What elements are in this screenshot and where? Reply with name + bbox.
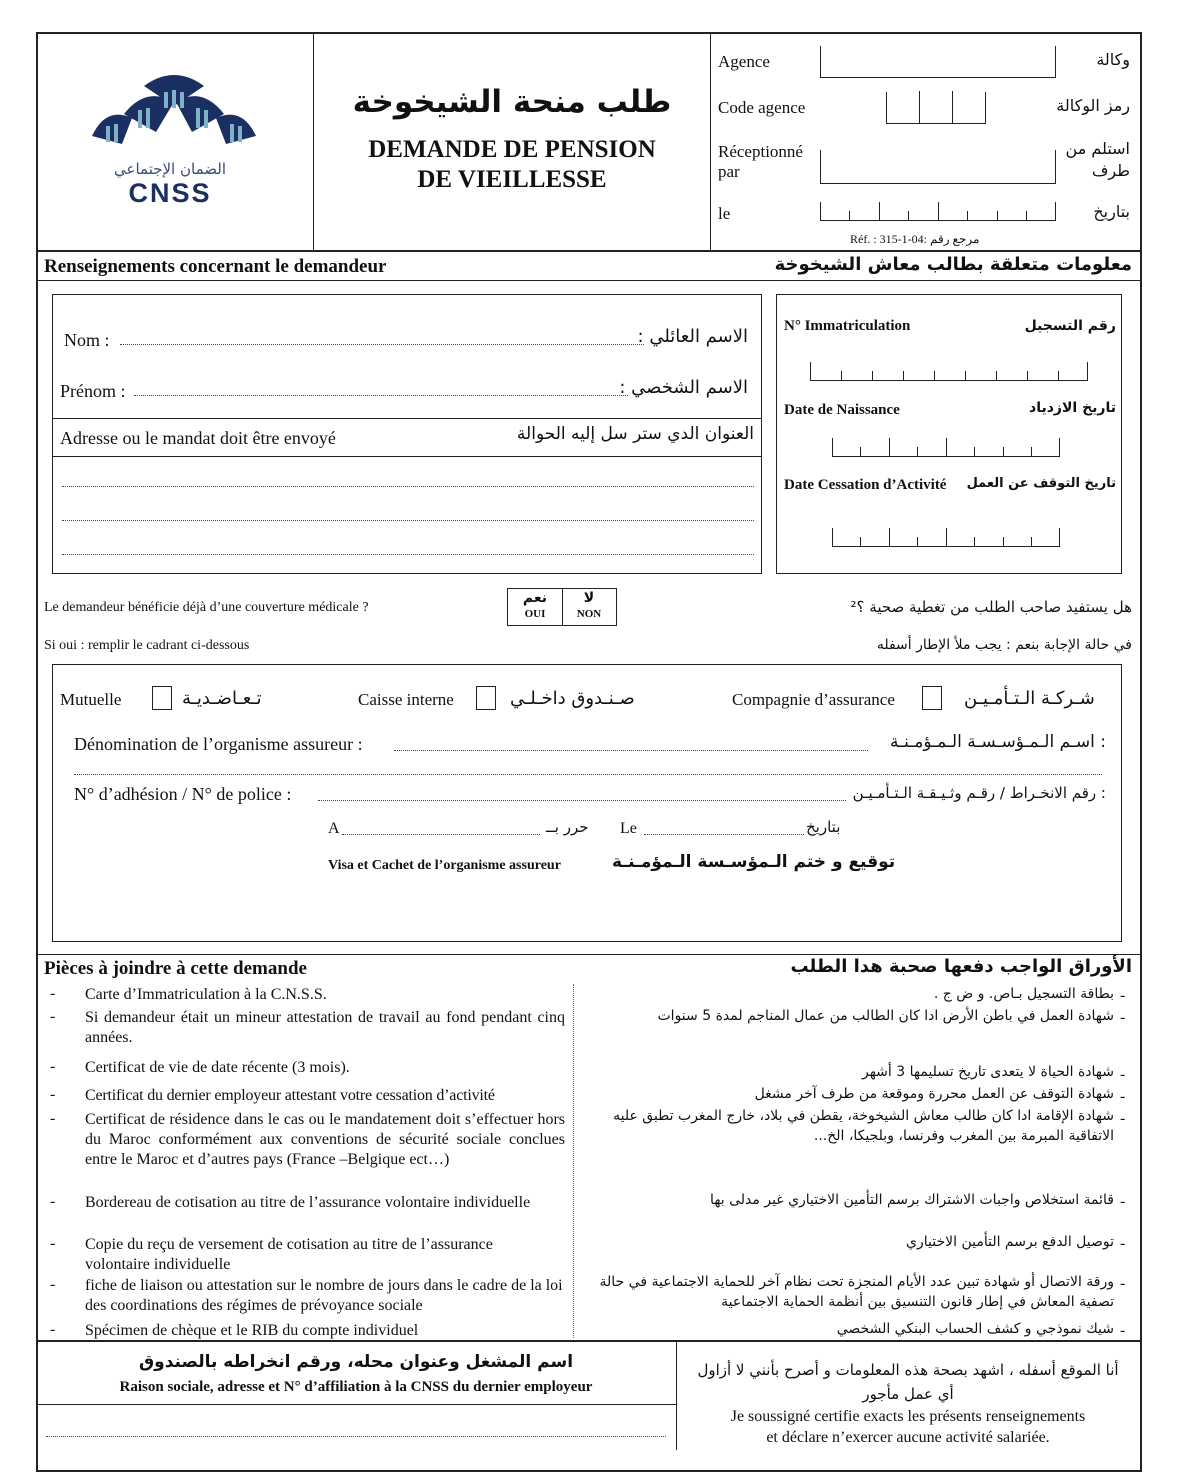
list-bullet: -: [1120, 1193, 1126, 1210]
date-label: le: [718, 204, 731, 223]
date-sign-label: Le: [620, 820, 637, 837]
piece-fr-9: Spécimen de chèque et le RIB du compte individuel: [85, 1322, 419, 1339]
immatriculation-label: N° Immatriculation: [784, 318, 911, 334]
receptionne-label-ar: [1066, 138, 1130, 182]
section1-title-underline: [36, 280, 1142, 281]
receptionne-ar-line-2: طرف: [1091, 161, 1130, 180]
immatriculation-label-ar: رقم التسجيل: [1024, 318, 1116, 334]
list-bullet: -: [1120, 1322, 1126, 1339]
compagnie-checkbox[interactable]: [922, 686, 942, 710]
list-bullet: -: [50, 1008, 56, 1025]
si-oui-note-ar: في حالة الإجابة بنعم : يجب ملأ الإطار أسفله: [876, 637, 1132, 653]
lieu-label: A: [328, 820, 340, 837]
adresse-label: Adresse ou le mandat doit être envoyé: [60, 428, 336, 448]
immatriculation-field[interactable]: [810, 362, 1088, 381]
denomination-field[interactable]: [394, 750, 868, 751]
logo-text: CNSS: [128, 178, 212, 208]
footer-column-divider: [676, 1342, 677, 1450]
piece-fr-8: fiche de liaison ou attestation sur le nombre de jours dans le cadre de la loi des coordinations des régimes de prévoyance sociale: [85, 1277, 563, 1314]
adhesion-field[interactable]: [318, 800, 846, 801]
cnss-logo: [84, 66, 264, 216]
piece-ar-6: قائمة استخلاص واجبات الاشتراك برسم التأمين الاختياري غير مدلى بها: [710, 1192, 1114, 1208]
mutuelle-label: Mutuelle: [60, 690, 122, 709]
section1-title: Renseignements concernant le demandeur: [44, 256, 387, 277]
prenom-field[interactable]: [134, 395, 628, 396]
piece-ar-4: شهادة التوقف عن العمل محررة وموقعة من طرف آخر مشغل: [754, 1086, 1114, 1102]
receptionne-label: [718, 142, 803, 182]
nom-field[interactable]: [120, 344, 644, 345]
caisse-label-ar: صـنـدوق داخـلـي: [510, 688, 635, 709]
cessation-label-ar: تاريخ التوقف عن العمل: [966, 476, 1116, 491]
declaration-fr: [684, 1406, 1132, 1448]
declaration-ar: [684, 1358, 1132, 1406]
piece-fr-3: Certificat de vie de date récente (3 mois).: [85, 1059, 350, 1076]
oui-label: OUI: [524, 608, 546, 620]
list-bullet: -: [50, 1058, 56, 1075]
pieces-title-ar: الأوراق الواجب دفعها صحبة هدا الطلب: [790, 956, 1132, 977]
section1-title-ar: معلومات متعلقة بطالب معاش الشيخوخة: [774, 254, 1132, 275]
applicant-divider-1: [52, 418, 762, 419]
code-agence-field[interactable]: [886, 92, 986, 124]
piece-fr-1: Carte d’Immatriculation à la C.N.S.S.: [85, 986, 327, 1003]
adhesion-label-ar: : رقم الانخـراط / رقـم وثـيـقـة الـتـأمـيـن: [852, 784, 1106, 802]
list-bullet: -: [50, 1276, 56, 1293]
declaration-ar-line-2: أي عمل مأجور: [862, 1385, 954, 1403]
mutuelle-label-ar: تـعـاضـديـة: [182, 688, 262, 709]
employer-title: Raison sociale, adresse et N° d’affiliation à la CNSS du dernier employeur: [119, 1379, 593, 1395]
visa-label: Visa et Cachet de l’organisme assureur: [328, 858, 561, 873]
non-label: NON: [576, 608, 602, 620]
lieu-label-ar: حرر بــ: [546, 818, 589, 836]
piece-ar-9: شيك نموذجي و كشف الحساب البنكي الشخصي: [836, 1321, 1114, 1337]
list-bullet: -: [50, 1235, 56, 1252]
oui-label-ar: نعم: [522, 590, 548, 606]
oui-option[interactable]: [508, 589, 562, 621]
reception-date-field[interactable]: [820, 202, 1056, 221]
list-bullet: -: [50, 985, 56, 1002]
receptionne-line-1: Réceptionné: [718, 142, 803, 161]
form-reference: Réf. : 315-1-04: مرجع رقم: [850, 232, 980, 246]
footer-top-rule: [36, 1340, 1142, 1342]
logo-arches-icon: [84, 66, 264, 162]
agence-label: Agence: [718, 52, 770, 71]
piece-ar-5: شهادة الإقامة ادا كان طالب معاش الشيخوخة، يقطن في بلاد، خارج المغرب تطبق عليه الاتفاقية المبرمة بين المغرب وفرنسا، وبلجيكا، الخ...: [613, 1108, 1114, 1144]
list-bullet: -: [50, 1086, 56, 1103]
receptionne-line-2: par: [718, 162, 740, 181]
employer-title-rule: [36, 1404, 676, 1405]
prenom-label: Prénom :: [60, 381, 126, 401]
piece-fr-6: Bordereau de cotisation au titre de l’assurance volontaire individuelle: [85, 1194, 531, 1211]
date-sign-field[interactable]: [644, 834, 804, 835]
date-sign-label-ar: بتاريخ: [806, 818, 841, 836]
piece-ar-1: بطاقة التسجيل بـاص. و ض ج .: [933, 986, 1114, 1002]
denomination-label-ar: : اسـم الـمـؤسـسـة الـمـؤمـنـة: [890, 732, 1106, 752]
list-bullet: -: [1120, 1066, 1126, 1083]
list-bullet: -: [1120, 1009, 1126, 1026]
list-bullet: -: [50, 1193, 56, 1210]
lieu-field[interactable]: [342, 834, 540, 835]
declaration-ar-line-1: أنا الموقع أسفله ، اشهد بصحة هذه المعلومات و أصرح بأنني لا أزاول: [697, 1361, 1119, 1379]
title-french-1: DEMANDE DE PENSION: [368, 136, 656, 163]
logo-arabic: الضمان الإجتماعي: [114, 160, 226, 178]
naissance-label-ar: تاريخ الازدياد: [1029, 400, 1116, 416]
title-arabic: طلب منحة الشيخوخة: [352, 84, 672, 120]
employer-title-ar: اسم المشغل وعنوان محله، ورقم انخراطه بالصندوق: [138, 1352, 574, 1372]
naissance-field[interactable]: [832, 438, 1060, 457]
applicant-divider-2: [52, 456, 762, 457]
date-label-ar: بتاريخ: [1093, 202, 1130, 221]
code-agence-label: Code agence: [718, 98, 806, 117]
compagnie-label-ar: شـركـة الـتـأمـيـن: [964, 688, 1095, 709]
si-oui-note: Si oui : remplir le cadrant ci-dessous: [44, 638, 250, 653]
piece-ar-3: شهادة الحياة لا يتعدى تاريخ تسليمها 3 أشهر: [862, 1064, 1114, 1080]
adhesion-label: N° d’adhésion / N° de police :: [74, 784, 292, 804]
agence-field[interactable]: [820, 46, 1056, 78]
denomination-field-2[interactable]: [74, 774, 1102, 775]
non-label-ar: لا: [583, 590, 595, 606]
list-bullet: -: [50, 1321, 56, 1338]
declaration-fr-line-1: Je soussigné certifie exacts les présents renseignements: [730, 1408, 1086, 1425]
receptionne-field[interactable]: [820, 150, 1056, 184]
list-bullet: -: [1120, 1110, 1126, 1127]
piece-ar-2: شهادة العمل في باطن الأرض ادا كان الطالب من عمال المناجم لمدة 5 سنوات: [657, 1008, 1114, 1024]
caisse-checkbox[interactable]: [476, 686, 496, 710]
list-bullet: -: [1120, 1088, 1126, 1105]
piece-fr-2: Si demandeur était un mineur attestation de travail au fond pendant cinq années.: [85, 1009, 565, 1046]
agence-label-ar: وكالة: [1096, 50, 1130, 69]
pieces-top-rule: [36, 954, 1142, 955]
adresse-line-1[interactable]: [62, 486, 754, 487]
receptionne-ar-line-1: استلم من: [1065, 139, 1130, 158]
header-bottom: [36, 250, 1142, 252]
mutuelle-checkbox[interactable]: [152, 686, 172, 710]
employer-field[interactable]: [46, 1436, 666, 1437]
cessation-label: Date Cessation d’Activité: [784, 477, 947, 493]
pieces-column-divider: [573, 984, 574, 1338]
compagnie-label: Compagnie d’assurance: [732, 690, 895, 709]
piece-fr-7: Copie du reçu de versement de cotisation au titre de l’assurance volontaire individuelle: [85, 1236, 493, 1273]
prenom-label-ar: الاسم الشخصي :: [619, 377, 748, 398]
nom-label: Nom :: [64, 330, 110, 350]
list-bullet: -: [1120, 1275, 1126, 1292]
non-option[interactable]: [562, 589, 616, 621]
code-agence-label-ar: رمز الوكالة: [1056, 96, 1130, 115]
piece-ar-7: توصيل الدفع برسم التأمين الاختياري: [906, 1234, 1114, 1250]
caisse-label: Caisse interne: [358, 690, 454, 709]
denomination-label: Dénomination de l’organisme assureur :: [74, 734, 363, 754]
list-bullet: -: [50, 1110, 56, 1127]
naissance-label: Date de Naissance: [784, 402, 900, 418]
piece-fr-4: Certificat du dernier employeur attestant votre cessation d’activité: [85, 1087, 495, 1104]
piece-ar-8: ورقة الاتصال أو شهادة تبين عدد الأيام المنجزة تحت نظام آخر للحماية الاجتماعية في حالة تصفية المعاش في إطار قانون التنسيق بين أنظمة الحماية الاجتماعية: [599, 1274, 1114, 1310]
visa-label-ar: توقيع و ختم الـمؤسـسة الـمؤمـنـة: [612, 852, 896, 872]
adresse-label-ar: العنوان الدي ستر سل إليه الحوالة: [516, 424, 754, 444]
pieces-title: Pièces à joindre à cette demande: [44, 958, 307, 979]
coverage-question: Le demandeur bénéficie déjà d’une couverture médicale ?: [44, 600, 369, 615]
coverage-question-ar: هل يستفيد صاحب الطلب من تغطية صحية ؟²: [850, 598, 1132, 616]
cessation-field[interactable]: [832, 528, 1060, 547]
adresse-line-2[interactable]: [62, 520, 754, 521]
list-bullet: -: [1120, 1235, 1126, 1252]
header-divider-2: [710, 32, 711, 250]
nom-label-ar: الاسم العائلي :: [637, 326, 748, 347]
title-french-2: DE VIEILLESSE: [417, 166, 607, 193]
adresse-line-3[interactable]: [62, 554, 754, 555]
piece-fr-5: Certificat de résidence dans le cas ou le mandatement doit s’effectuer hors du Maroc conformément aux conventions de sécurité sociale conclues entre le Maroc et d’autres pays (France –Belgique ect…): [85, 1111, 565, 1168]
declaration-fr-line-2: et déclare n’exercer aucune activité salariée.: [766, 1429, 1050, 1446]
list-bullet: -: [1120, 987, 1126, 1004]
